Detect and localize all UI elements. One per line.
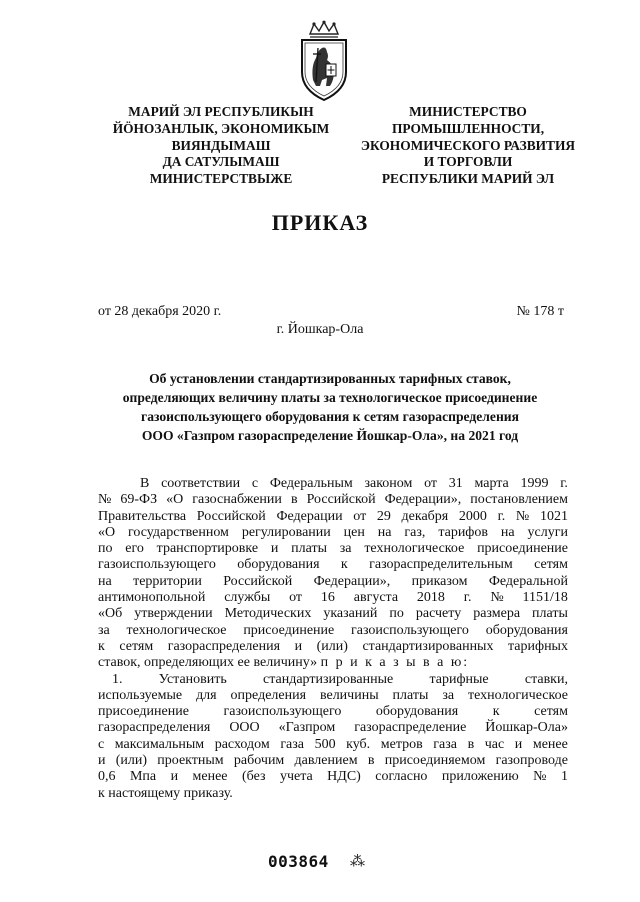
body-line bbox=[98, 688, 568, 704]
ministry-name-russian-line: ПРОМЫШЛЕННОСТИ, bbox=[391, 120, 545, 136]
body-word: г. bbox=[497, 508, 506, 524]
body-word: его bbox=[125, 541, 144, 557]
body-word: присоединение bbox=[98, 704, 189, 720]
body-word: (или) bbox=[316, 638, 348, 654]
body-word: декабря bbox=[401, 508, 449, 524]
body-word: 1. bbox=[112, 671, 123, 687]
body-word: «О bbox=[166, 492, 184, 508]
body-word: соответствии bbox=[161, 476, 241, 491]
body-word: и bbox=[294, 638, 303, 654]
body-word: НДС) bbox=[327, 769, 361, 785]
body-word: Федерации bbox=[276, 508, 343, 524]
body-word: от bbox=[353, 508, 367, 524]
body-word: Йошкар-Ола» bbox=[485, 720, 568, 736]
body-line bbox=[98, 525, 568, 541]
body-word: час bbox=[484, 736, 505, 752]
body-word: используемые bbox=[98, 687, 183, 703]
body-word: куб. bbox=[346, 736, 371, 752]
body-word: присоединение bbox=[477, 541, 568, 557]
body-word: газа bbox=[280, 736, 305, 752]
body-word: Мпа bbox=[129, 769, 157, 785]
body-word: в bbox=[467, 736, 475, 752]
body-word: газоиспользующего bbox=[98, 557, 216, 573]
body-word: В bbox=[140, 476, 150, 491]
body-word: цен bbox=[343, 524, 365, 540]
body-line bbox=[98, 720, 568, 736]
order-title-line: ООО «Газпром газораспределение Йошкар-Ола», на 2021 год bbox=[141, 428, 519, 443]
body-word: (или) bbox=[115, 753, 148, 769]
body-word: газораспределения bbox=[167, 638, 281, 654]
body-word: от bbox=[424, 476, 438, 491]
document-type-heading: ПРИКАЗ bbox=[271, 210, 369, 235]
body-word: к bbox=[492, 704, 500, 720]
ministry-name-mari-line: МАРИЙ ЭЛ РЕСПУБЛИКЫН bbox=[128, 104, 314, 119]
ministry-name-mari-line: ЙӦНОЗАНЛЫК, ЭКОНОМИКЫМ bbox=[112, 120, 330, 136]
body-line bbox=[98, 639, 568, 655]
order-title-line: определяющих величину платы за технологическое присоединение bbox=[122, 390, 538, 405]
body-word: 500 bbox=[314, 736, 336, 752]
order-body bbox=[98, 476, 568, 802]
body-line bbox=[98, 704, 568, 720]
body-word: тарифов bbox=[438, 524, 488, 540]
serial-ornament: ⁂ bbox=[350, 854, 365, 870]
body-word: 1151/18 bbox=[522, 590, 568, 606]
body-word: и bbox=[98, 753, 106, 769]
order-word: п р и к а з ы в а ю: bbox=[320, 655, 470, 671]
body-word: Правительства bbox=[98, 508, 187, 524]
body-word: и bbox=[270, 541, 279, 557]
ministry-name-mari-line: ДА САТУЛЫМАШ bbox=[162, 154, 280, 170]
order-title-line: газоиспользующего оборудования к сетям газораспределения bbox=[141, 409, 519, 424]
serial-number: 003864 bbox=[268, 852, 329, 871]
body-word: сетям bbox=[534, 557, 568, 573]
body-line bbox=[98, 509, 568, 525]
body-word: 69-ФЗ bbox=[120, 492, 158, 508]
body-word: постановлением bbox=[470, 492, 568, 508]
body-line bbox=[98, 753, 568, 769]
coat-of-arms-icon bbox=[296, 20, 352, 102]
body-word: ставки, bbox=[524, 671, 568, 687]
body-word: «Об bbox=[98, 606, 123, 622]
body-line-with-order-word bbox=[98, 655, 568, 671]
body-word: 2000 bbox=[458, 508, 487, 524]
order-title bbox=[90, 369, 570, 445]
body-word: присоединяемом bbox=[384, 753, 486, 769]
body-word: определения bbox=[230, 687, 307, 703]
body-word: газораспределение bbox=[354, 720, 467, 736]
body-word: марта bbox=[474, 476, 509, 491]
body-word: проектным bbox=[157, 753, 224, 769]
body-word: 16 bbox=[320, 590, 335, 606]
body-word: «О bbox=[98, 524, 116, 540]
body-word: 1021 bbox=[539, 508, 568, 524]
body-word: к bbox=[340, 557, 348, 573]
body-word: № bbox=[98, 492, 112, 508]
body-word: газа bbox=[433, 736, 457, 752]
body-word: с bbox=[251, 476, 259, 491]
body-word: платы bbox=[291, 541, 327, 557]
body-word: транспортировке bbox=[156, 541, 259, 557]
body-word: согласно bbox=[375, 769, 428, 785]
body-word: в bbox=[290, 492, 298, 508]
body-word: платы bbox=[392, 687, 429, 703]
body-word: 29 bbox=[376, 508, 391, 524]
body-word: (без bbox=[241, 769, 266, 785]
body-word: на bbox=[98, 573, 112, 589]
body-word: расчету bbox=[415, 606, 462, 622]
body-word: тарифных bbox=[508, 638, 568, 654]
body-word: газоиспользующего bbox=[223, 704, 342, 720]
body-word: газораспределения bbox=[98, 720, 211, 736]
body-word: Федеральной bbox=[488, 573, 568, 589]
body-line bbox=[98, 574, 568, 590]
body-word: размера bbox=[473, 606, 521, 622]
body-word: Российской bbox=[306, 492, 376, 508]
ministry-name-mari-line: МИНИСТЕРСТВЫЖЕ bbox=[149, 171, 293, 187]
body-word: по bbox=[389, 606, 404, 622]
body-word: Федерации», bbox=[313, 573, 391, 589]
body-word: платы bbox=[532, 606, 568, 622]
body-word: Методических bbox=[224, 606, 312, 622]
body-word: государственном bbox=[128, 524, 229, 540]
order-number: № 178 т bbox=[516, 304, 564, 319]
body-word: газоиспользующего bbox=[351, 622, 469, 638]
body-line bbox=[98, 672, 568, 688]
body-word: г. bbox=[560, 476, 568, 491]
body-word: менее bbox=[192, 769, 228, 785]
ministry-name-russian-line: ЭКОНОМИЧЕСКОГО РАЗВИТИЯ bbox=[360, 137, 576, 153]
body-word: технологическое bbox=[467, 687, 568, 703]
body-word: по bbox=[98, 541, 113, 557]
body-word: утверждении bbox=[134, 606, 213, 622]
body-word: технологическое bbox=[126, 622, 227, 638]
body-word: менее bbox=[532, 736, 568, 752]
ministry-name-russian-line: И ТОРГОВЛИ bbox=[423, 154, 513, 170]
body-word: газоснабжении bbox=[192, 492, 282, 508]
body-word: территории bbox=[133, 573, 202, 589]
body-word: от bbox=[289, 590, 303, 606]
body-word: технологическое bbox=[364, 541, 465, 557]
body-word: регулировании bbox=[241, 524, 331, 540]
body-word: Российской bbox=[223, 573, 293, 589]
body-word: приложению bbox=[441, 769, 519, 785]
body-word: оборудования bbox=[485, 622, 568, 638]
body-word: 31 bbox=[448, 476, 463, 491]
order-city: г. Йошкар-Ола bbox=[276, 322, 364, 337]
body-word: стандартизированные bbox=[262, 671, 394, 687]
body-word: ООО bbox=[229, 720, 260, 736]
body-word: давлением bbox=[294, 753, 358, 769]
order-date: от 28 декабря 2020 г. bbox=[98, 304, 222, 319]
body-word: газ, bbox=[404, 524, 426, 540]
body-word: августа bbox=[353, 590, 399, 606]
body-word: с bbox=[98, 736, 105, 752]
body-word: и bbox=[514, 736, 523, 752]
body-word: Федерации», bbox=[384, 492, 462, 508]
body-word: указаний bbox=[323, 606, 378, 622]
body-word: сетям bbox=[534, 704, 568, 720]
body-word: на bbox=[377, 524, 392, 540]
body-word: газораспределительным bbox=[369, 557, 513, 573]
ministry-name-russian-line: МИНИСТЕРСТВО bbox=[409, 104, 527, 119]
body-word: услуги bbox=[527, 524, 568, 540]
body-word: Федеральным bbox=[269, 476, 353, 491]
body-word: величины bbox=[319, 687, 379, 703]
order-title-line: Об установлении стандартизированных тарифных ставок, bbox=[149, 371, 511, 386]
body-word: № bbox=[533, 769, 547, 785]
body-line bbox=[98, 476, 568, 492]
body-word: стандартизированных bbox=[362, 638, 494, 654]
body-word: расходом bbox=[214, 736, 270, 752]
body-word: № bbox=[515, 508, 530, 524]
body-word: максимальным bbox=[114, 736, 205, 752]
body-line bbox=[98, 769, 568, 785]
body-word: сетям bbox=[119, 638, 154, 654]
body-line bbox=[98, 557, 568, 573]
body-word: тарифные bbox=[429, 671, 489, 687]
body-word: учета bbox=[279, 769, 313, 785]
body-line bbox=[98, 623, 568, 639]
body-word: № bbox=[490, 590, 504, 606]
body-word: газопроводе bbox=[495, 753, 568, 769]
body-word: за bbox=[339, 541, 352, 557]
body-word: 2018 bbox=[416, 590, 445, 606]
body-word: рабочим bbox=[233, 753, 285, 769]
body-word: для bbox=[196, 687, 217, 703]
body-line bbox=[98, 590, 568, 606]
body-word: «Газпром bbox=[278, 720, 336, 736]
body-line bbox=[98, 737, 568, 753]
body-line bbox=[98, 541, 568, 557]
body-word: приказом bbox=[411, 573, 468, 589]
body-line bbox=[98, 606, 568, 622]
body-word: в bbox=[367, 753, 375, 769]
body-word: на bbox=[500, 524, 515, 540]
body-line-text: ставок, определяющих ее величину» bbox=[98, 655, 318, 671]
body-word: присоединение bbox=[243, 622, 335, 638]
body-word: метров bbox=[380, 736, 423, 752]
body-word: 1999 bbox=[520, 476, 549, 491]
body-word: к bbox=[98, 638, 105, 654]
body-word: и bbox=[170, 769, 179, 785]
body-word: антимонопольной bbox=[98, 590, 206, 606]
ministry-name-mari-line: ВИЯНДЫМАШ bbox=[171, 137, 271, 153]
body-word: Российской bbox=[196, 508, 266, 524]
body-word: оборудования bbox=[237, 557, 320, 573]
body-line bbox=[98, 492, 568, 508]
body-word: г. bbox=[463, 590, 472, 606]
body-word: 0,6 bbox=[98, 769, 116, 785]
body-word: службы bbox=[224, 590, 271, 606]
ministry-name-russian-line: РЕСПУБЛИКИ МАРИЙ ЭЛ bbox=[381, 171, 555, 187]
body-word: Установить bbox=[158, 671, 227, 687]
ministry-name-russian bbox=[346, 104, 590, 188]
body-line: к настоящему приказу. bbox=[98, 785, 233, 801]
body-word: за bbox=[442, 687, 455, 703]
ministry-name-mari bbox=[92, 104, 350, 188]
body-word: оборудования bbox=[375, 704, 459, 720]
body-word: 1 bbox=[560, 769, 568, 785]
body-word: законом bbox=[364, 476, 413, 491]
body-word: за bbox=[98, 622, 110, 638]
